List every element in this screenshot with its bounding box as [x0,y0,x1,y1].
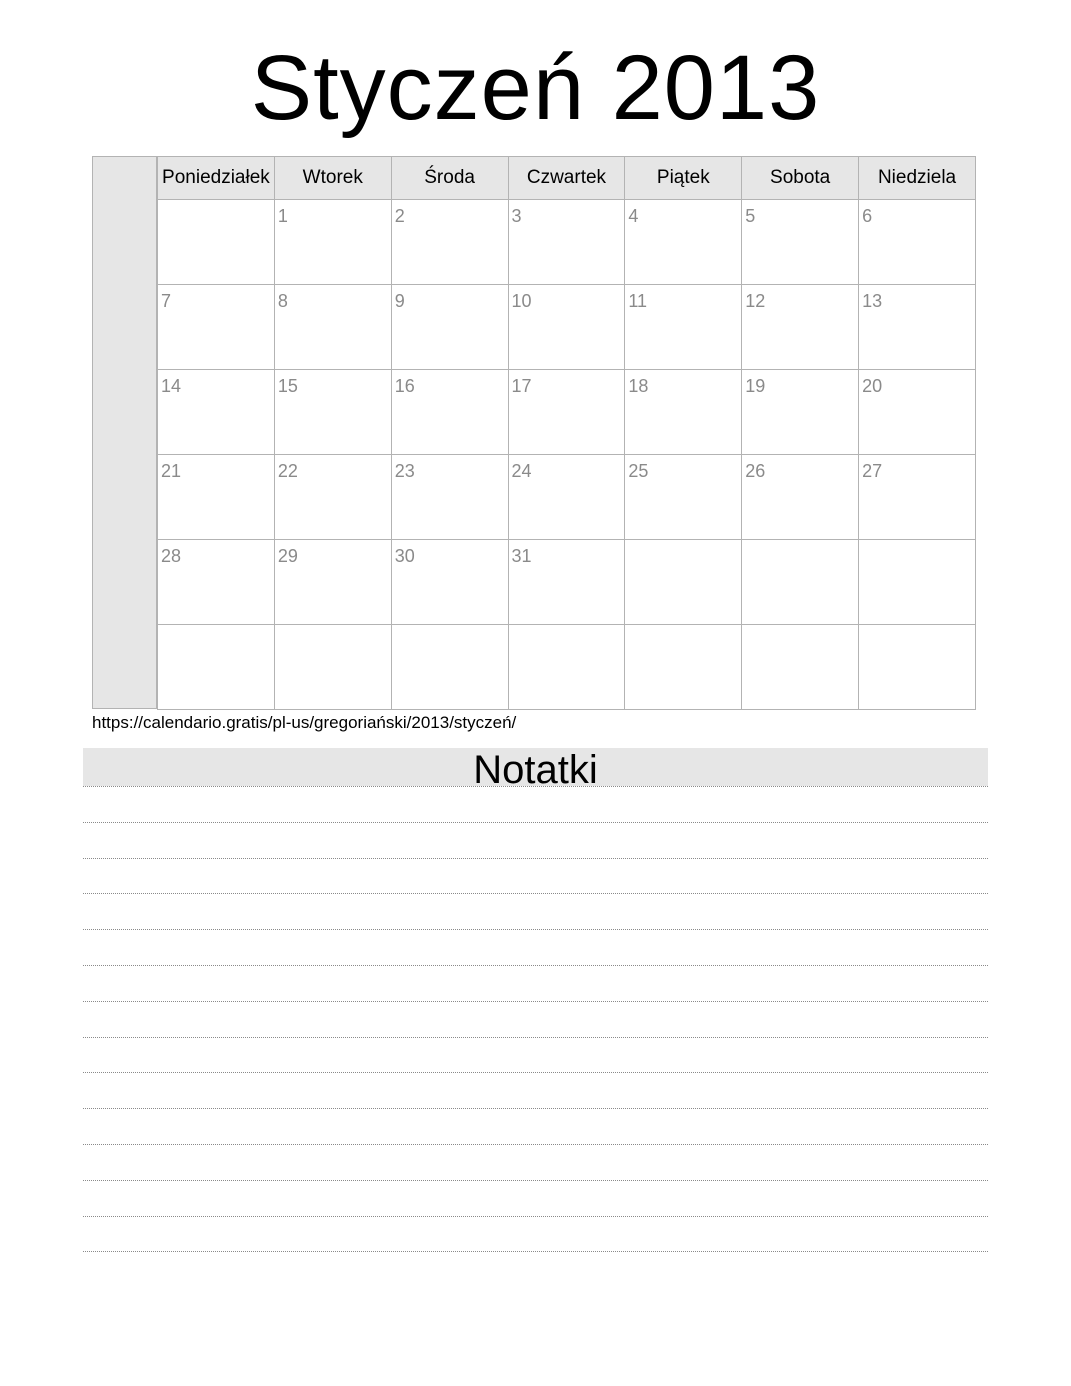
day-number [742,540,858,546]
day-number: 20 [862,376,883,396]
day-cell [158,285,275,370]
day-number: 29 [277,546,298,566]
day-number [392,625,508,631]
day-cell [625,455,742,540]
day-cell [158,625,275,710]
day-cell [859,285,976,370]
day-cell [742,625,859,710]
day-number: 23 [394,461,415,481]
day-number: 7 [161,291,172,311]
day-cell [274,200,391,285]
day-number: 9 [394,291,405,311]
day-cell [508,540,625,625]
day-cell [742,540,859,625]
day-cell [391,200,508,285]
day-number [625,540,741,546]
notes-line [83,1251,988,1252]
day-cell [859,200,976,285]
day-cell [859,455,976,540]
day-cell [508,370,625,455]
day-number: 25 [628,461,649,481]
day-cell [274,625,391,710]
day-cell [274,370,391,455]
weekday-header: Poniedziałek [158,157,275,200]
day-cell [742,370,859,455]
day-cell [391,455,508,540]
day-cell [859,625,976,710]
notes-line [83,858,988,859]
day-number: 1 [277,206,288,226]
day-number: 16 [394,376,415,396]
notes-line [83,929,988,930]
day-number: 12 [745,291,766,311]
day-cell [274,455,391,540]
day-number: 8 [277,291,288,311]
day-number: 28 [161,546,182,566]
day-number [625,625,741,631]
notes-line [83,1108,988,1109]
day-cell [742,455,859,540]
notes-heading: Notatki [83,748,988,786]
day-cell [859,370,976,455]
month-calendar [92,156,976,709]
day-number: 21 [161,461,182,481]
day-cell [508,200,625,285]
page-title: Styczeń 2013 [250,37,821,139]
day-cell [742,285,859,370]
day-number: 10 [511,291,532,311]
day-cell [625,285,742,370]
day-cell [274,285,391,370]
week-row [158,540,976,625]
day-number: 4 [628,206,639,226]
day-number [275,625,391,631]
day-cell [158,455,275,540]
day-number [742,625,858,631]
day-number [158,200,274,206]
day-number: 2 [394,206,405,226]
day-cell [391,625,508,710]
weekday-header: Piątek [625,157,742,200]
day-cell [274,540,391,625]
day-number: 26 [745,461,766,481]
week-number-column [92,156,157,709]
day-number: 11 [628,291,648,311]
weekday-header: Czwartek [508,157,625,200]
day-cell [859,540,976,625]
weekday-header: Środa [391,157,508,200]
day-number: 13 [862,291,883,311]
day-number: 27 [862,461,883,481]
week-row [158,370,976,455]
weekday-header: Wtorek [274,157,391,200]
day-number [859,540,975,546]
day-cell [391,370,508,455]
week-row [158,200,976,285]
day-cell [625,370,742,455]
notes-line [83,786,988,787]
notes-line [83,965,988,966]
day-number: 17 [511,376,532,396]
day-cell [158,370,275,455]
day-number: 15 [277,376,298,396]
calendar-grid [157,156,976,710]
day-number: 31 [511,546,532,566]
day-number: 22 [277,461,298,481]
notes-line [83,1216,988,1217]
notes-line [83,1072,988,1073]
week-row [158,285,976,370]
day-number: 6 [862,206,873,226]
day-cell [508,455,625,540]
day-cell [625,540,742,625]
day-number: 24 [511,461,532,481]
weekday-header: Niedziela [859,157,976,200]
notes-line [83,1001,988,1002]
day-number: 30 [394,546,415,566]
notes-line [83,822,988,823]
day-number [859,625,975,631]
day-number: 19 [745,376,766,396]
week-row [158,625,976,710]
notes-line [83,1037,988,1038]
notes-line [83,1144,988,1145]
day-cell [158,540,275,625]
day-cell [391,540,508,625]
weekday-header: Sobota [742,157,859,200]
weekday-header-row [158,157,976,200]
day-number: 18 [628,376,649,396]
day-number: 14 [161,376,182,396]
notes-line [83,1180,988,1181]
day-number [158,625,274,631]
notes-line [83,893,988,894]
day-number [509,625,625,631]
day-cell [391,285,508,370]
source-url: https://calendario.gratis/pl-us/gregoriański/2013/styczeń/ [92,713,517,732]
day-cell [508,625,625,710]
day-number: 3 [511,206,522,226]
day-cell [625,200,742,285]
week-row [158,455,976,540]
day-number: 5 [745,206,756,226]
day-cell [625,625,742,710]
day-cell [158,200,275,285]
day-cell [742,200,859,285]
day-cell [508,285,625,370]
